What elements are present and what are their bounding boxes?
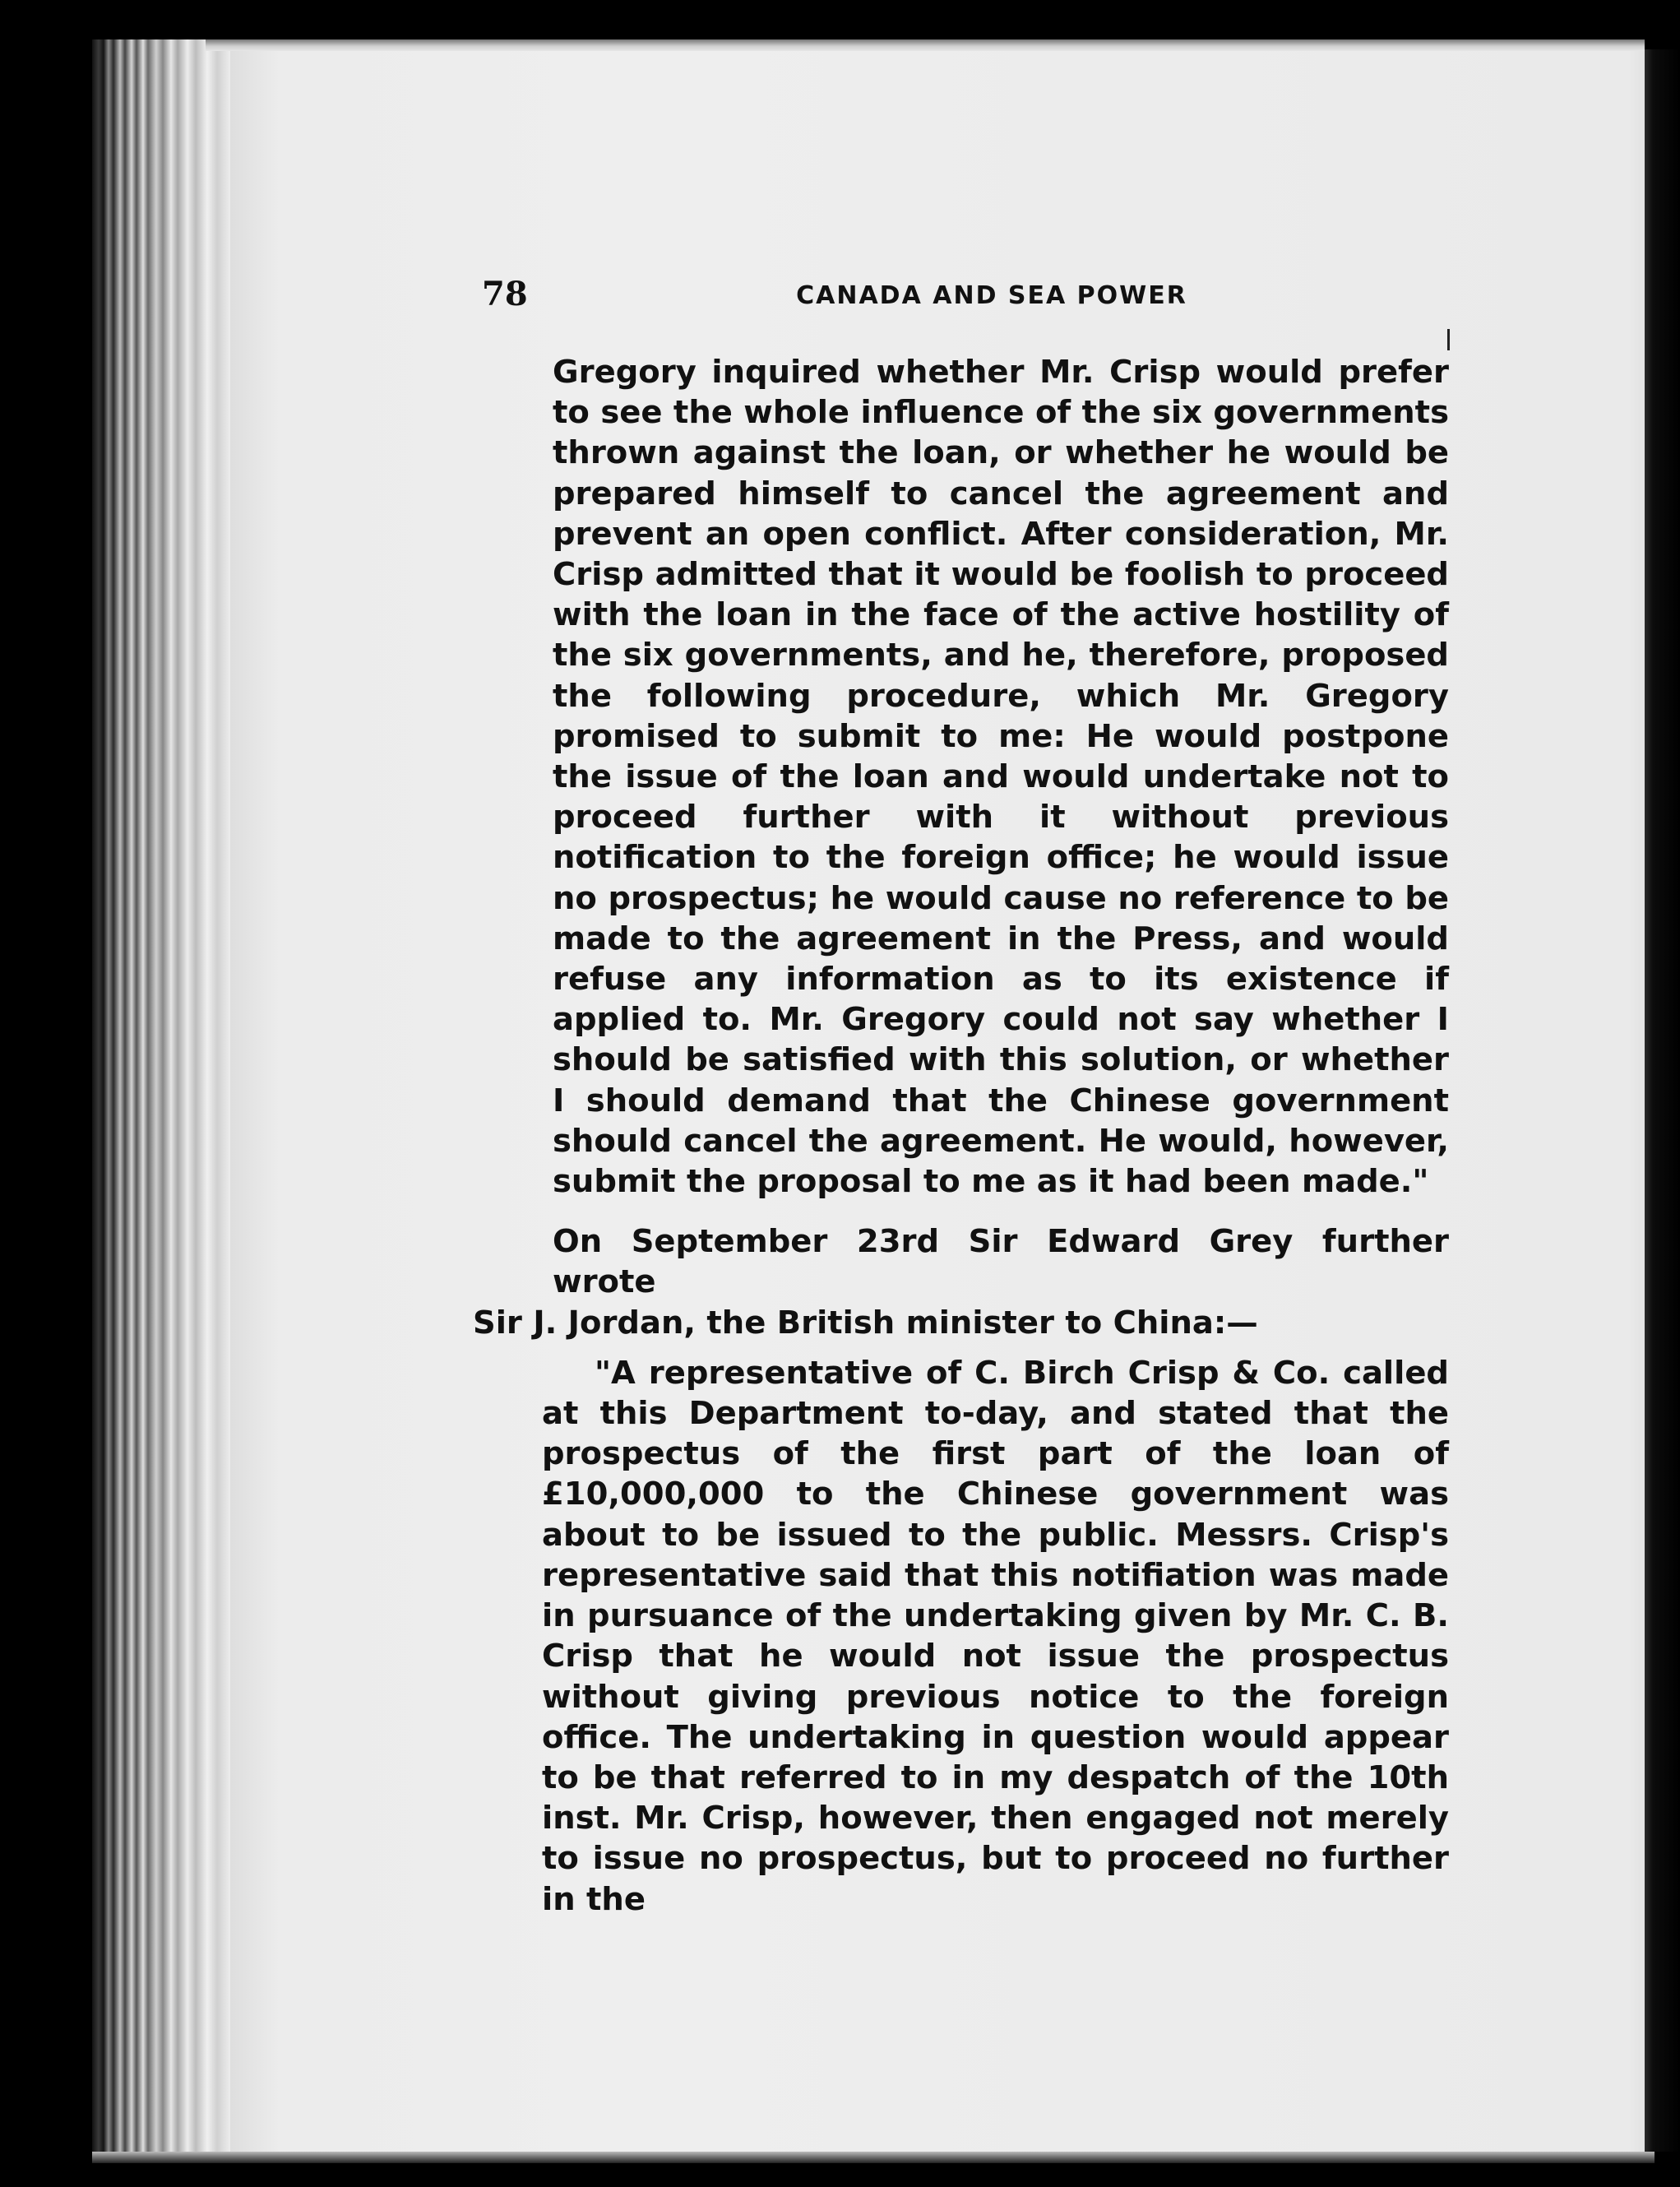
page-number: 78 <box>482 275 528 313</box>
running-head: CANADA AND SEA POWER <box>796 281 1187 310</box>
body-text <box>473 352 1449 1920</box>
page-header <box>482 275 1452 316</box>
page-edges-stack <box>92 39 230 2162</box>
facing-page-edge <box>1645 49 1680 2152</box>
paragraph-september-line-2: Sir J. Jordan, the British minister to China:— <box>473 1304 1258 1341</box>
page-top-edge <box>206 39 1645 51</box>
paragraph-continued: Gregory inquired whether Mr. Crisp would prefer to see the whole influence of the six governments thrown against the loan, or whether he would be prepared himself to cancel the agreement and prevent an open conflict. After consideration, Mr. Crisp admitted that it would be foolish to proceed with the loan in the face of the active hostility of the six governments, and he, therefore, proposed the following procedure, which Mr. Gregory promised to submit to me: He would postpone the issue of the loan and would undertake not to proceed further with it without previous notification to the foreign office; he would issue no prospectus; he would cause no reference to be made to the agreement in the Press, and would refuse any information as to its existence if applied to. Mr. Gregory could not say whether I should be satisfied with this solution, or whether I should demand that the Chinese government should cancel the agreement. He would, however, submit the proposal to me as it had been made." <box>553 354 1449 1201</box>
quoted-letter: "A representative of C. Birch Crisp & Co. called at this Department to-day, and stated that the prospectus of the first part of the loan of £10,000,000 to the Chinese government was about to be issued to the public. Messrs. Crisp's representative said that this notifiation was made in pursuance of the undertaking given by Mr. C. B. Crisp that he would not issue the prospectus without giving previous notice to the foreign office. The undertaking in question would appear to be that referred to in my despatch of the 10th inst. Mr. Crisp, however, then engaged not merely to issue no prospectus, but to proceed no further in the <box>542 1354 1449 1918</box>
paragraph-september-line-1: On September 23rd Sir Edward Grey further wrote <box>553 1223 1449 1301</box>
page-bottom-edge <box>92 2152 1655 2163</box>
margin-mark <box>1447 329 1450 350</box>
paragraph-september <box>473 1221 1449 1343</box>
